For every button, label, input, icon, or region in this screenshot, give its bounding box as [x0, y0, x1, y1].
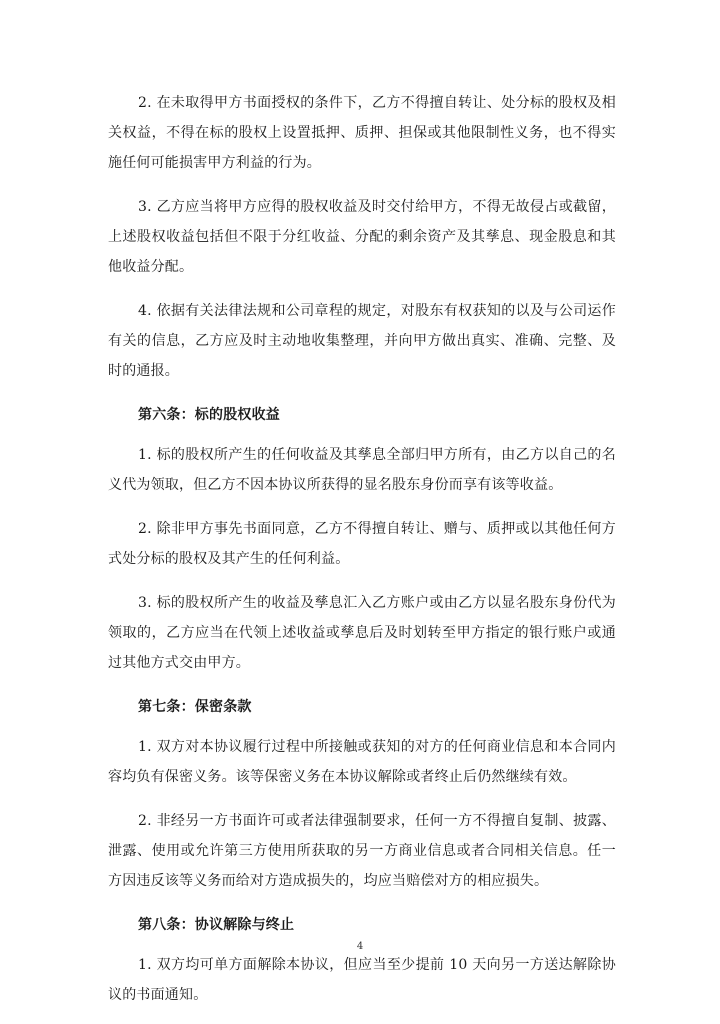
- page-number: 4: [356, 941, 364, 952]
- clause-paragraph: 3. 标的股权所产生的收益及孳息汇入乙方账户或由乙方以显名股东身份代为领取的，乙方应当在代领上述收益或孳息后及时划转至甲方指定的银行账户或通过其他方式交由甲方。: [108, 595, 616, 671]
- article-heading: 第七条：保密条款: [138, 699, 252, 715]
- clause-paragraph: 1. 双方对本协议履行过程中所接触或获知的对方的任何商业信息和本合同内容均负有保密义务。该等保密义务在本协议解除或者终止后仍然继续有效。: [108, 739, 616, 785]
- clause-paragraph: 2. 非经另一方书面许可或者法律强制要求，任何一方不得擅自复制、披露、泄露、使用或允许第三方使用所获取的另一方商业信息或者合同相关信息。任一方因违反该等义务而给对方造成损失的，均应当赔偿对方的相应损失。: [108, 813, 616, 889]
- clause-paragraph: 1. 标的股权所产生的任何收益及其孳息全部归甲方所有，由乙方以自己的名义代为领取，但乙方不因本协议所获得的显名股东身份而享有该等收益。: [108, 447, 616, 493]
- article-heading: 第六条：标的股权收益: [138, 407, 280, 423]
- clause-paragraph: 4. 依据有关法律法规和公司章程的规定，对股东有权获知的以及与公司运作有关的信息，乙方应及时主动地收集整理，并向甲方做出真实、准确、完整、及时的通报。: [108, 303, 616, 379]
- article-heading: 第八条：协议解除与终止: [138, 917, 295, 933]
- clause-paragraph: 2. 除非甲方事先书面同意，乙方不得擅自转让、赠与、质押或以其他任何方式处分标的股权及其产生的任何利益。: [108, 521, 616, 567]
- clause-paragraph: 2. 在未取得甲方书面授权的条件下，乙方不得擅自转让、处分标的股权及相关权益，不得在标的股权上设置抵押、质押、担保或其他限制性义务，也不得实施任何可能损害甲方利益的行为。: [108, 95, 616, 171]
- clause-paragraph: 1. 双方均可单方面解除本协议，但应当至少提前 10 天向另一方送达解除协议的书面通知。: [108, 957, 616, 1003]
- clause-paragraph: 3. 乙方应当将甲方应得的股权收益及时交付给甲方，不得无故侵占或截留，上述股权收益包括但不限于分红收益、分配的剩余资产及其孳息、现金股息和其他收益分配。: [108, 199, 616, 275]
- document-body: [108, 88, 616, 1024]
